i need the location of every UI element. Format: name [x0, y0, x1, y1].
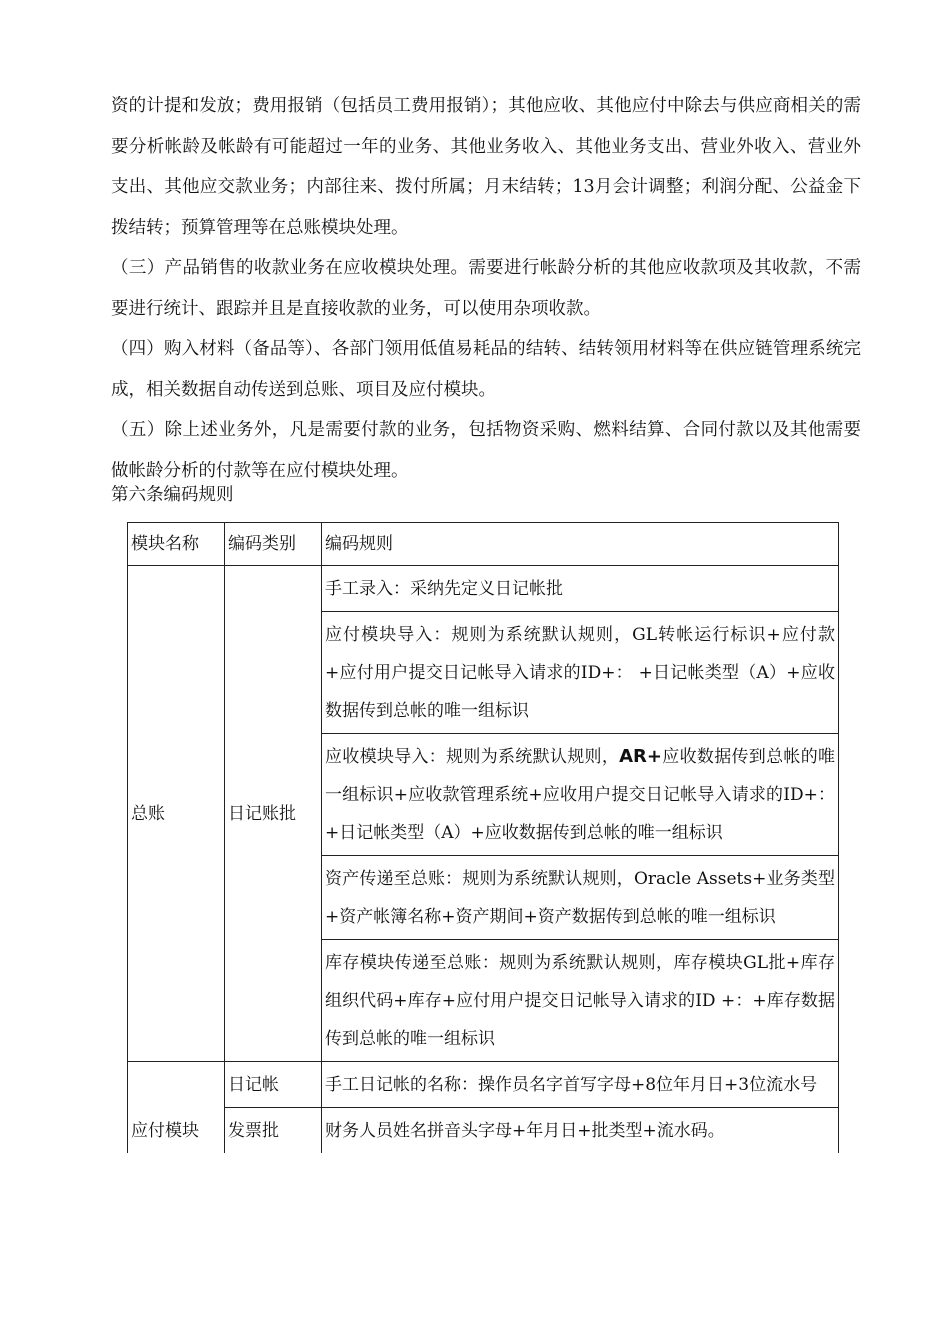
cell-gl-rule-inventory: 库存模块传递至总账：规则为系统默认规则，库存模块GL批+库存组织代码+库存+应付用户提交日记帐导入请求的ID +：+库存数据传到总帐的唯一组标识: [322, 940, 839, 1062]
table-row: [128, 1108, 839, 1154]
cell-journal-category: 日记帐: [225, 1062, 322, 1108]
cell-gl-module: 总账: [128, 566, 225, 1062]
cell-gl-rule-assets: 资产传递至总账：规则为系统默认规则，Oracle Assets+业务类型+资产帐簿名称+资产期间+资产数据传到总帐的唯一组标识: [322, 856, 839, 940]
cell-journal-rule: 手工日记帐的名称：操作员名字首写字母+8位年月日+3位流水号: [322, 1062, 839, 1108]
paragraph-general-ledger-scope: 资的计提和发放；费用报销（包括员工费用报销）；其他应收、其他应付中除去与供应商相关的需要分析帐龄及帐龄有可能超过一年的业务、其他业务收入、其他业务支出、营业外收入、营业外支出、其他应交款业务；内部往来、拨付所属；月末结转；13月会计调整；利润分配、公益金下拨结转；预算管理等在总账模块处理。: [111, 96, 861, 238]
body-text: [111, 86, 861, 491]
header-code-rule: 编码规则: [322, 523, 839, 566]
paragraph-receivables: （三）产品销售的收款业务在应收模块处理。需要进行帐龄分析的其他应收款项及其收款，不需要进行统计、跟踪并且是直接收款的业务，可以使用杂项收款。: [111, 258, 861, 319]
table-row: [128, 566, 839, 612]
paragraph-payables: （五）除上述业务外，凡是需要付款的业务，包括物资采购、燃料结算、合同付款以及其他需要做帐龄分析的付款等在应付模块处理。: [111, 420, 861, 481]
cell-ap-module: 应付模块: [128, 1108, 225, 1154]
cell-gl-rule-ar-import: [322, 734, 839, 856]
coding-rules-table: [127, 522, 839, 1153]
table-header-row: [128, 523, 839, 566]
cell-gl-rule-ap-import: 应付模块导入：规则为系统默认规则，GL转帐运行标识+应付款+应付用户提交日记帐导入请求的ID+： +日记帐类型（A）+应收数据传到总帐的唯一组标识: [322, 612, 839, 734]
cell-gl-rule-manual: 手工录入：采纳先定义日记帐批: [322, 566, 839, 612]
header-code-category: 编码类别: [225, 523, 322, 566]
ar-rule-suffix: 应收数据传到总帐的唯一组标识+应收款管理系统+应收用户提交日记帐导入请求的ID+： +日记帐类型（A）+应收数据传到总帐的唯一组标识: [325, 747, 836, 843]
header-module-name: 模块名称: [128, 523, 225, 566]
paragraph-supply-chain: （四）购入材料（备品等）、各部门领用低值易耗品的结转、结转领用材料等在供应链管理系统完成，相关数据自动传送到总账、项目及应付模块。: [111, 339, 861, 400]
cell-gl-category: 日记账批: [225, 566, 322, 1062]
cell-ap-rule: 财务人员姓名拼音头字母+年月日+批类型+流水码。: [322, 1108, 839, 1154]
table-row: [128, 1062, 839, 1108]
cell-empty-module: [128, 1062, 225, 1108]
section-heading: 第六条编码规则: [111, 485, 234, 505]
ar-rule-prefix: 应收模块导入：规则为系统默认规则，: [325, 747, 620, 767]
ar-rule-emphasis: AR+: [619, 746, 662, 767]
cell-ap-category: 发票批: [225, 1108, 322, 1154]
